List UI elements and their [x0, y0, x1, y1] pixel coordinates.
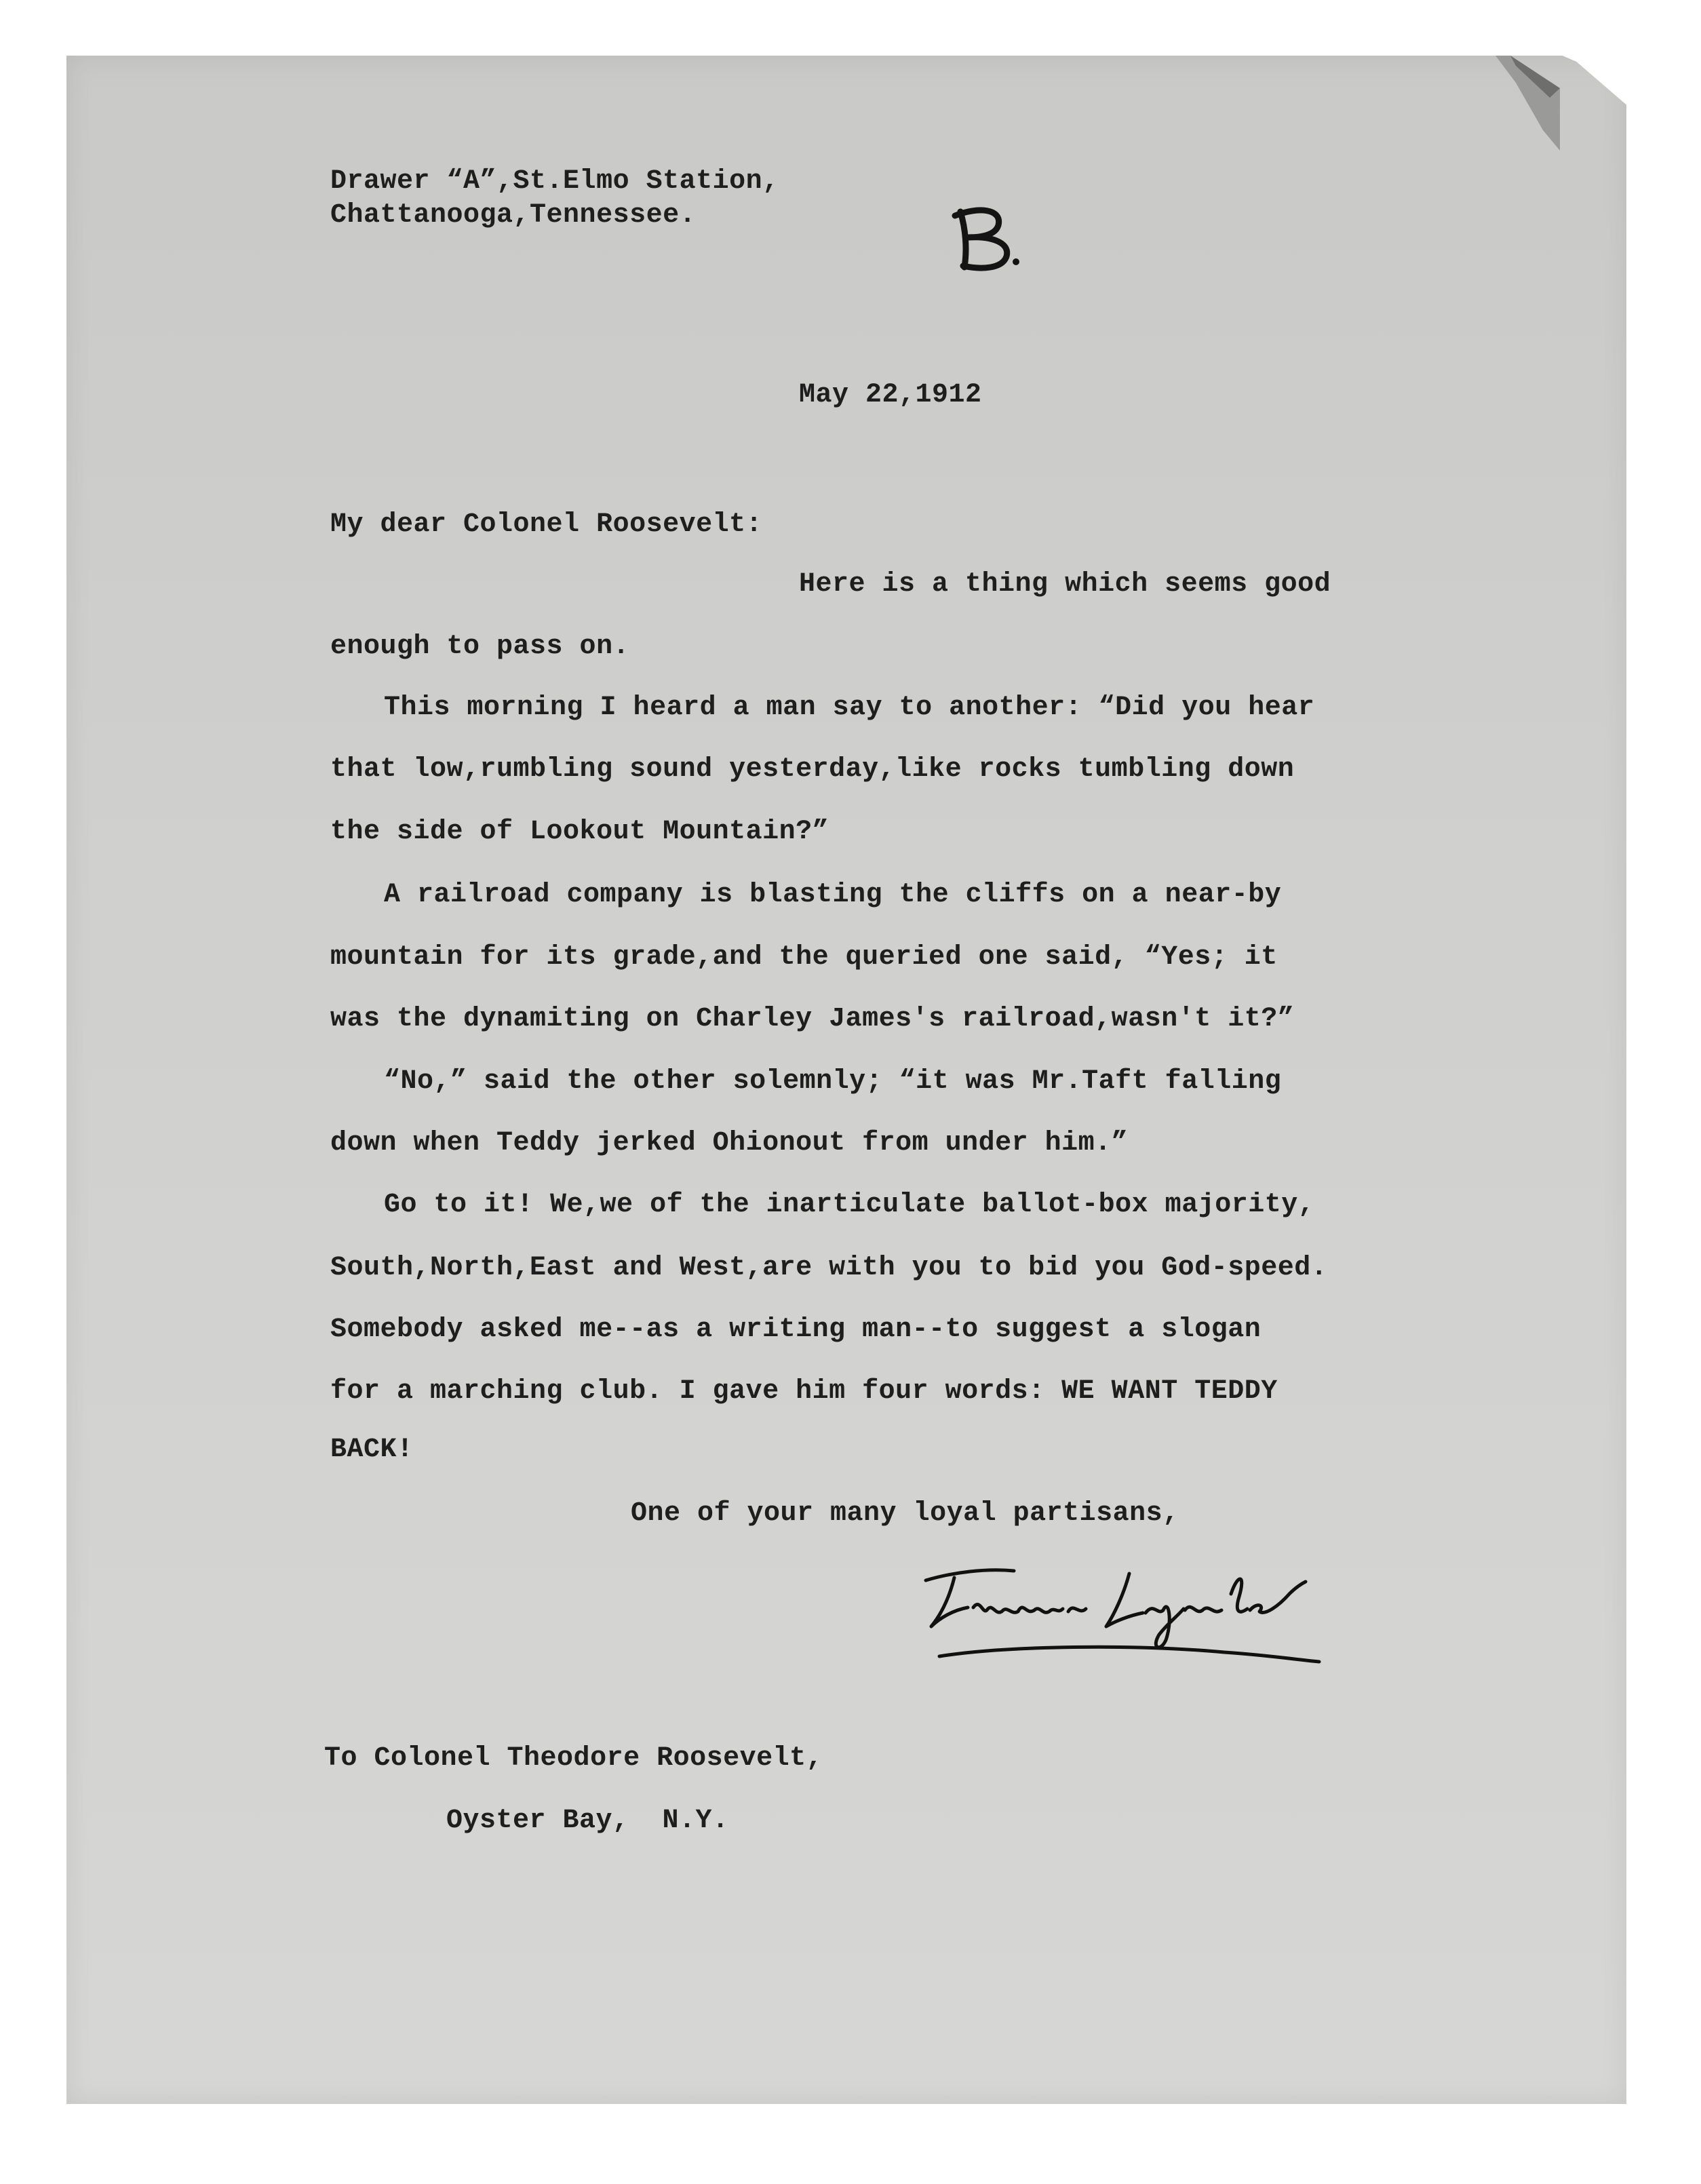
- letterhead-address-line1: Drawer “A”,St.Elmo Station,: [330, 166, 779, 197]
- body-line: A railroad company is blasting the cliffs on a near-by: [384, 880, 1282, 910]
- body-line: BACK!: [330, 1435, 414, 1465]
- recipient-line2: Oyster Bay, N.Y.: [446, 1806, 729, 1836]
- body-line: the side of Lookout Mountain?”: [330, 817, 829, 847]
- letterhead-address-line2: Chattanooga,Tennessee.: [330, 200, 697, 231]
- recipient-line1: To Colonel Theodore Roosevelt,: [324, 1743, 823, 1774]
- folded-corner: [1495, 56, 1560, 151]
- body-line: down when Teddy jerked Ohionout from under him.”: [330, 1128, 1129, 1158]
- letter-date: May 22,1912: [799, 380, 982, 410]
- body-line: South,North,East and West,are with you to bid you God-speed.: [330, 1253, 1328, 1283]
- body-line: “No,” said the other solemnly; “it was Mr.Taft falling: [384, 1066, 1282, 1097]
- body-line: This morning I heard a man say to another: “Did you hear: [384, 693, 1315, 723]
- handwritten-b-mark: [948, 202, 1023, 277]
- body-line: enough to pass on.: [330, 631, 630, 662]
- closing: One of your many loyal partisans,: [631, 1498, 1179, 1529]
- body-line: Here is a thing which seems good: [799, 569, 1331, 600]
- body-line: was the dynamiting on Charley James's railroad,wasn't it?”: [330, 1004, 1295, 1034]
- handwritten-signature: [912, 1553, 1333, 1669]
- salutation: My dear Colonel Roosevelt:: [330, 509, 763, 540]
- body-line: for a marching club. I gave him four words: WE WANT TEDDY: [330, 1376, 1278, 1407]
- body-line: mountain for its grade,and the queried one said, “Yes; it: [330, 942, 1278, 973]
- body-line: that low,rumbling sound yesterday,like rocks tumbling down: [330, 754, 1295, 785]
- body-line: Go to it! We,we of the inarticulate ballot-box majority,: [384, 1190, 1315, 1220]
- body-line: Somebody asked me--as a writing man--to suggest a slogan: [330, 1314, 1262, 1345]
